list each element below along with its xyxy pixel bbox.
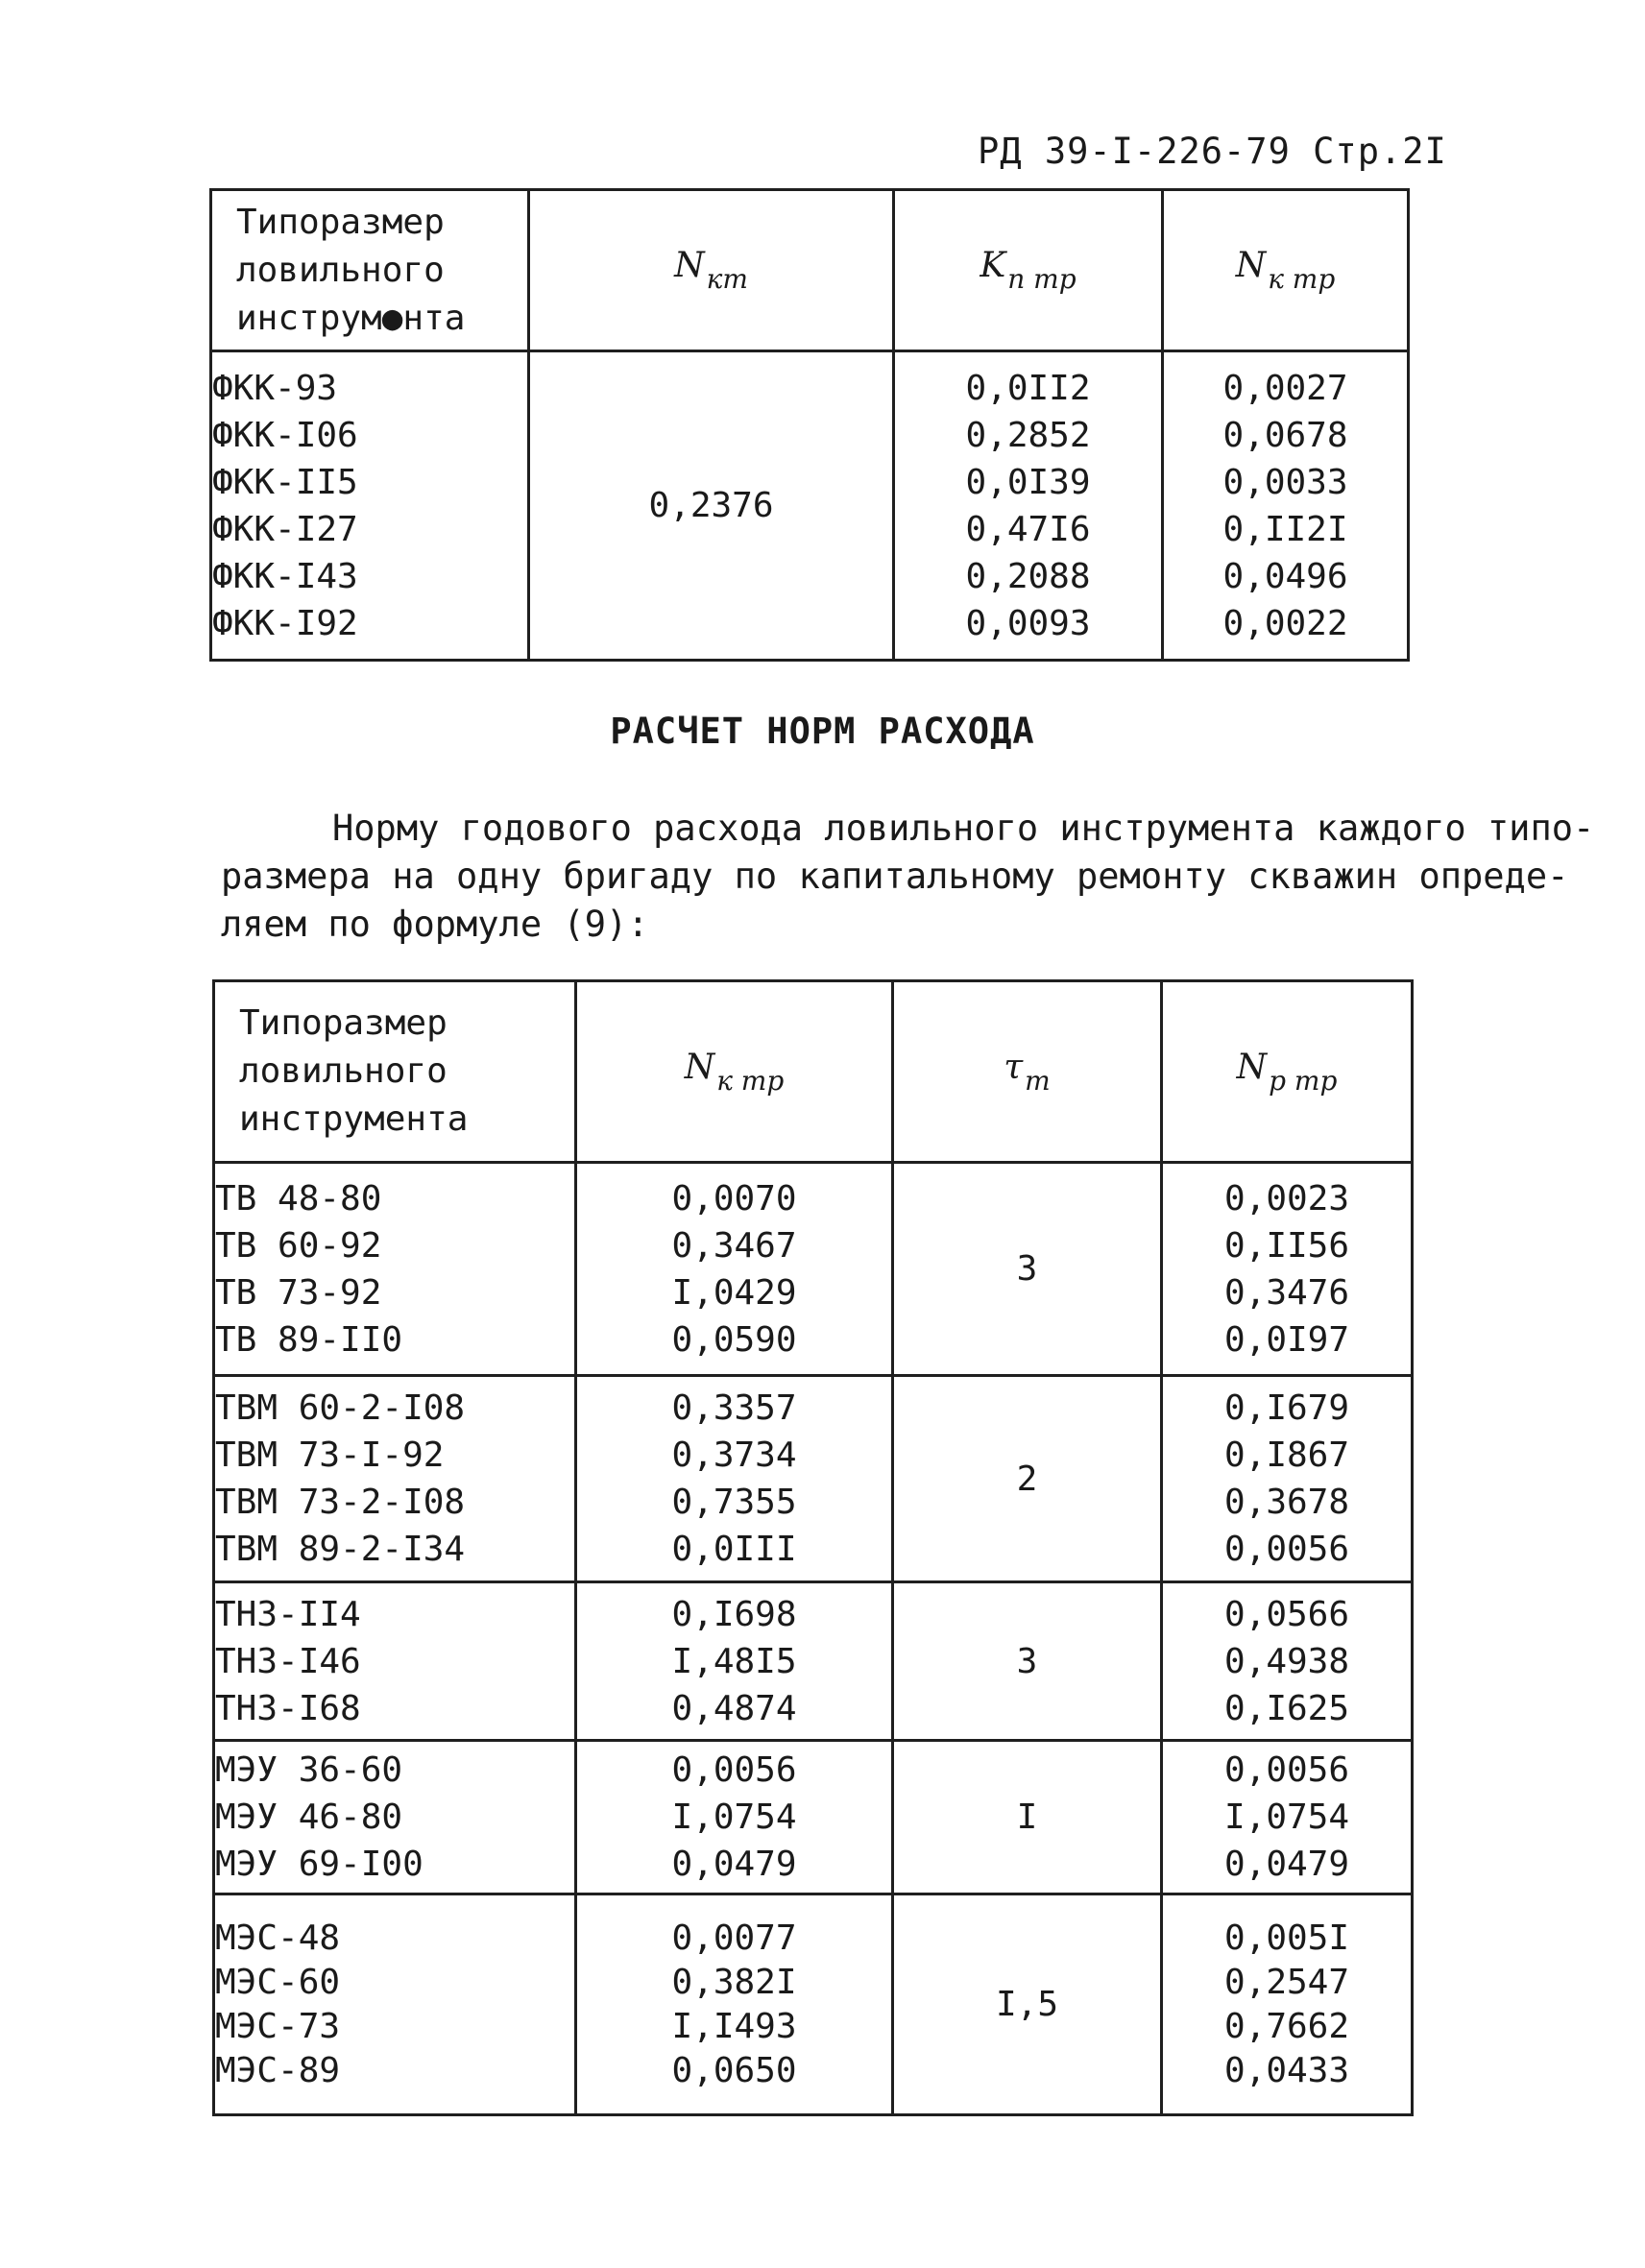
nktr-value: 0,0678: [1222, 415, 1348, 455]
group-nrtr-cell: [1162, 1163, 1413, 1376]
norms-table-1: [209, 188, 1410, 662]
tau-value: 3: [1016, 1641, 1038, 1681]
norms-table-2: [212, 979, 1414, 2116]
group-nktr-cell: [576, 1741, 893, 1894]
kptr-value: 0,0I39: [965, 462, 1091, 502]
nktr-value: 0,3357: [671, 1388, 797, 1428]
nktr-value: 0,3467: [671, 1225, 797, 1266]
table2-group-row: [214, 1741, 1413, 1894]
symbol-main: K: [980, 246, 1006, 285]
instrument-name: ТВ 60-92: [215, 1225, 382, 1266]
nktr-value: 0,0650: [671, 2050, 797, 2090]
table2-header-row: [214, 981, 1413, 1163]
group-nktr-cell: [576, 1894, 893, 2115]
table1-nkt-cell: [529, 351, 894, 661]
nrtr-value: 0,I625: [1223, 1688, 1350, 1728]
nrtr-value: 0,3476: [1223, 1272, 1350, 1313]
nktr-value: 0,0479: [671, 1845, 797, 1884]
instrument-name: ТНЗ-I46: [215, 1641, 361, 1681]
header-line: инструм●нта: [236, 298, 466, 338]
table2-group-row: [214, 1376, 1413, 1582]
nrtr-value: 0,I867: [1223, 1436, 1350, 1475]
group-tau-cell: [893, 1741, 1162, 1894]
symbol-sub: кт: [706, 263, 748, 295]
symbol-sub: к тр: [1268, 263, 1336, 295]
header-line: Типоразмер: [236, 202, 445, 242]
intro-paragraph: [221, 805, 1595, 949]
symbol-sub: п тр: [1007, 263, 1077, 295]
table2-header-tau: [893, 981, 1162, 1163]
nktr-value: 0,I698: [671, 1594, 797, 1634]
tau-value: I: [1016, 1798, 1038, 1837]
nktr-value: 0,0590: [671, 1319, 797, 1360]
symbol-main: N: [684, 1047, 715, 1087]
group-names-cell: [214, 1582, 576, 1741]
instrument-name: ТВМ 89-2-I34: [215, 1530, 466, 1569]
instrument-name: МЭС-73: [215, 2006, 341, 2046]
instrument-name: ТВ 73-92: [215, 1272, 382, 1313]
nrtr-value: 0,4938: [1223, 1641, 1350, 1681]
tau-value: 2: [1016, 1459, 1038, 1499]
nrtr-value: 0,0I97: [1223, 1319, 1350, 1360]
nrtr-value: 0,0433: [1223, 2050, 1350, 2090]
symbol-main: N: [674, 246, 705, 285]
nktr-value: 0,7355: [671, 1483, 797, 1522]
instrument-name: ТВМ 60-2-I08: [215, 1388, 466, 1428]
table1-body-row: [211, 351, 1409, 661]
nrtr-value: 0,2547: [1223, 1962, 1350, 2002]
nktr-value: 0,0III: [671, 1530, 797, 1569]
instrument-name: МЭС-60: [215, 1962, 341, 2002]
table1-kptr-cell: [894, 351, 1163, 661]
nktr-value: 0,0022: [1222, 603, 1348, 643]
kptr-value: 0,47I6: [965, 509, 1091, 549]
symbol-sub: р тр: [1269, 1064, 1338, 1097]
group-names-cell: [214, 1376, 576, 1582]
nrtr-value: 0,0056: [1223, 1530, 1350, 1569]
group-names-cell: [214, 1741, 576, 1894]
nktr-value: 0,0496: [1222, 556, 1348, 596]
table1-header-nktr: [1163, 190, 1409, 351]
nrtr-value: 0,3678: [1223, 1483, 1350, 1522]
instrument-name: ТНЗ-I68: [215, 1688, 361, 1728]
group-names-cell: [214, 1894, 576, 2115]
tau-value: 3: [1016, 1249, 1038, 1289]
table1-header-row: [211, 190, 1409, 351]
nktr-value: 0,0033: [1222, 462, 1348, 502]
table1-header-nkt: [529, 190, 894, 351]
table2-header-nrtr: [1162, 981, 1413, 1163]
table2-group-row: [214, 1163, 1413, 1376]
instrument-name: ТВМ 73-I-92: [215, 1436, 445, 1475]
nrtr-value: 0,0566: [1223, 1594, 1350, 1634]
symbol-main: N: [1235, 246, 1267, 285]
instrument-name: ФКК-93: [212, 368, 338, 408]
table1-header-kptr: [894, 190, 1163, 351]
instrument-name: МЭС-89: [215, 2050, 341, 2090]
nrtr-value: 0,I679: [1223, 1388, 1350, 1428]
group-nktr-cell: [576, 1582, 893, 1741]
instrument-name: ТНЗ-II4: [215, 1594, 361, 1634]
page-header: РД 39-I-226-79 Стр.2I: [978, 131, 1447, 172]
instrument-name: МЭУ 36-60: [215, 1750, 403, 1790]
table2-group-row: [214, 1582, 1413, 1741]
nktr-value: 0,0077: [671, 1918, 797, 1958]
nktr-value: 0,382I: [671, 1962, 797, 2002]
instrument-name: ФКК-I43: [212, 556, 358, 596]
header-line: ловильного: [236, 250, 445, 290]
nktr-value: 0,0027: [1222, 368, 1348, 408]
group-nrtr-cell: [1162, 1376, 1413, 1582]
group-tau-cell: [893, 1582, 1162, 1741]
instrument-name: ФКК-I06: [212, 415, 358, 455]
nktr-value: 0,4874: [671, 1688, 797, 1728]
nkt-value: 0,2376: [648, 486, 774, 525]
nrtr-value: 0,II56: [1223, 1225, 1350, 1266]
nktr-value: I,I493: [671, 2006, 797, 2046]
nktr-value: I,48I5: [671, 1641, 797, 1681]
group-nrtr-cell: [1162, 1741, 1413, 1894]
header-line: ловильного: [239, 1051, 448, 1091]
kptr-value: 0,2852: [965, 415, 1091, 455]
paragraph-line: размера на одну бригаду по капитальному ремонту скважин опреде-: [221, 856, 1569, 897]
symbol-sub: т: [1025, 1064, 1051, 1097]
instrument-name: ФКК-II5: [212, 462, 358, 502]
group-nktr-cell: [576, 1163, 893, 1376]
header-line: инструмента: [239, 1099, 469, 1139]
table2-header-name: [214, 981, 576, 1163]
paragraph-line: ляем по формуле (9):: [221, 904, 649, 945]
table2-group-row: [214, 1894, 1413, 2115]
group-nrtr-cell: [1162, 1894, 1413, 2115]
tau-value: I,5: [995, 1985, 1059, 2024]
nrtr-value: 0,7662: [1223, 2006, 1350, 2046]
table1-names-cell: [211, 351, 529, 661]
header-line: Типоразмер: [239, 1003, 448, 1043]
nktr-value: 0,II2I: [1222, 509, 1348, 549]
instrument-name: ФКК-I92: [212, 603, 358, 643]
nrtr-value: 0,005I: [1223, 1918, 1350, 1958]
instrument-name: ФКК-I27: [212, 509, 358, 549]
nktr-value: 0,0070: [671, 1178, 797, 1218]
group-names-cell: [214, 1163, 576, 1376]
symbol-main: N: [1236, 1047, 1268, 1087]
instrument-name: МЭУ 69-I00: [215, 1845, 423, 1884]
nktr-value: 0,3734: [671, 1436, 797, 1475]
section-title: РАСЧЕТ НОРМ РАСХОДА: [610, 711, 1035, 752]
instrument-name: ТВМ 73-2-I08: [215, 1483, 466, 1522]
group-tau-cell: [893, 1163, 1162, 1376]
instrument-name: ТВ 89-II0: [215, 1319, 403, 1360]
instrument-name: МЭУ 46-80: [215, 1798, 403, 1837]
table1-header-name: [211, 190, 529, 351]
group-tau-cell: [893, 1894, 1162, 2115]
nrtr-value: 0,0479: [1223, 1845, 1350, 1884]
kptr-value: 0,0093: [965, 603, 1091, 643]
group-nktr-cell: [576, 1376, 893, 1582]
paragraph-line: Норму годового расхода ловильного инструмента каждого типо-: [332, 808, 1595, 849]
nktr-value: I,0429: [671, 1272, 797, 1313]
group-tau-cell: [893, 1376, 1162, 1582]
group-nrtr-cell: [1162, 1582, 1413, 1741]
instrument-name: МЭС-48: [215, 1918, 341, 1958]
instrument-name: ТВ 48-80: [215, 1178, 382, 1218]
nrtr-value: 0,0023: [1223, 1178, 1350, 1218]
kptr-value: 0,2088: [965, 556, 1091, 596]
kptr-value: 0,0II2: [965, 368, 1091, 408]
nrtr-value: I,0754: [1223, 1798, 1350, 1837]
symbol-main: τ: [1004, 1047, 1024, 1087]
table2-header-nktr: [576, 981, 893, 1163]
nktr-value: 0,0056: [671, 1750, 797, 1790]
nktr-value: I,0754: [671, 1798, 797, 1837]
nrtr-value: 0,0056: [1223, 1750, 1350, 1790]
symbol-sub: к тр: [716, 1064, 785, 1097]
table1-nktr-cell: [1163, 351, 1409, 661]
